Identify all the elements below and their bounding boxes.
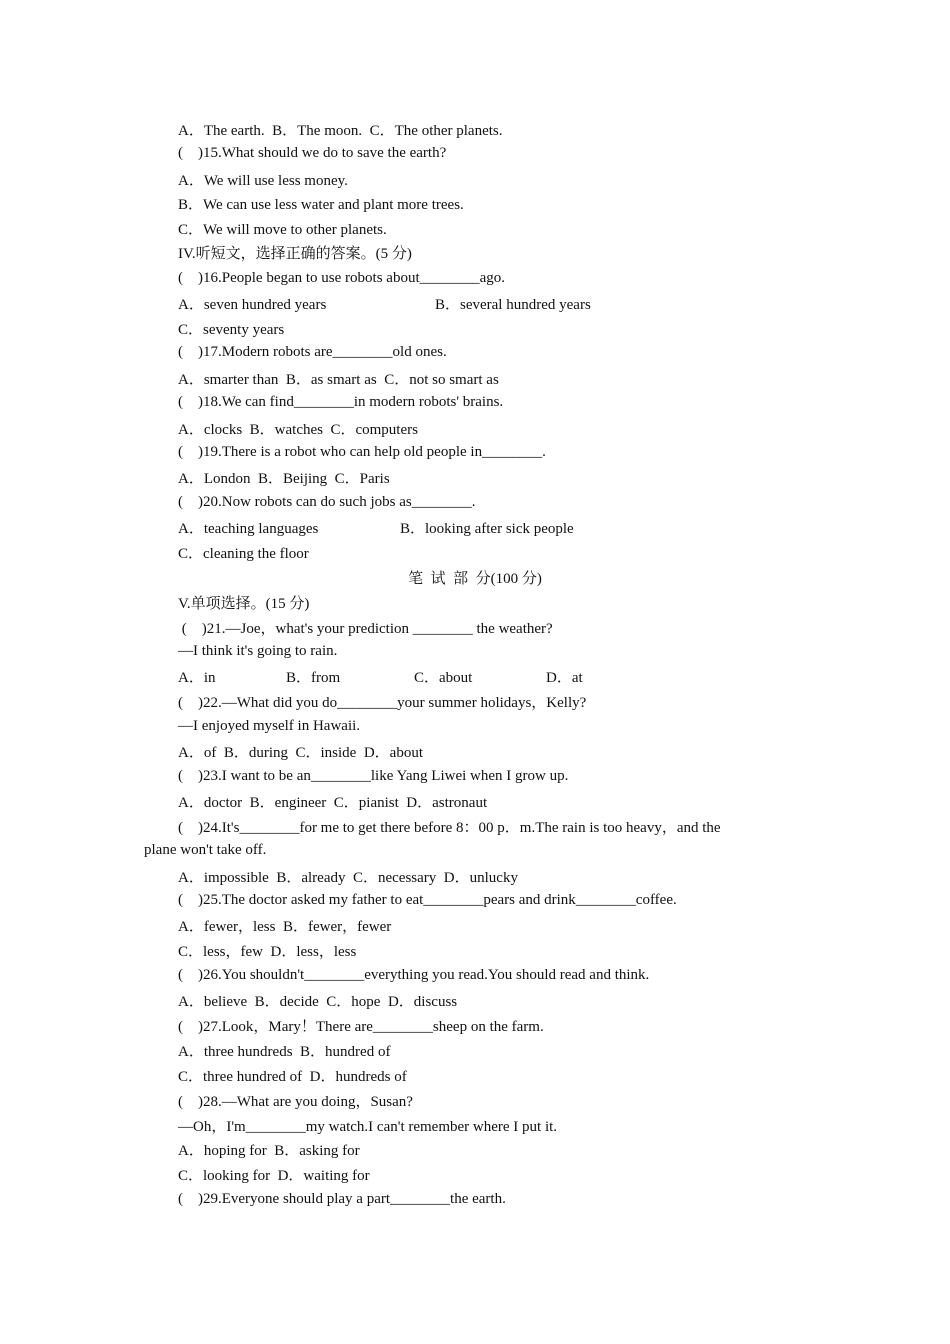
q22-reply: —I enjoyed myself in Hawaii. — [178, 718, 361, 734]
q23-stem: ( )23.I want to be an________like Yang Liwei when I grow up. — [178, 768, 569, 784]
q25-options-ab: A．fewer，less B．fewer，fewer — [178, 919, 392, 935]
q20-option-a: A．teaching languages — [178, 521, 319, 537]
q26-options: A．believe B．decide C．hope D．discuss — [178, 994, 458, 1010]
q20-option-b: B．looking after sick people — [400, 521, 574, 537]
q24-options: A．impossible B．already C．necessary D．unlucky — [178, 870, 518, 886]
q21-stem: ( )21.—Joe，what's your prediction ________ the weather? — [178, 621, 553, 637]
q15-stem: ( )15.What should we do to save the earth? — [178, 145, 447, 161]
q17-options: A．smarter than B．as smart as C．not so smart as — [178, 372, 499, 388]
q20-option-c: C．cleaning the floor — [178, 546, 309, 562]
q20-stem: ( )20.Now robots can do such jobs as________. — [178, 494, 476, 510]
q19-stem: ( )19.There is a robot who can help old people in________. — [178, 444, 546, 460]
q28-reply: —Oh，I'm________my watch.I can't remember where I put it. — [178, 1119, 558, 1135]
q16-option-c: C．seventy years — [178, 322, 285, 338]
q28-options-cd: C．looking for D．waiting for — [178, 1168, 370, 1184]
q23-options: A．doctor B．engineer C．pianist D．astronaut — [178, 795, 488, 811]
q21-option-a: A．in — [178, 670, 216, 686]
q26-stem: ( )26.You shouldn't________everything you read.You should read and think. — [178, 967, 650, 983]
q16-option-a: A．seven hundred years — [178, 297, 327, 313]
q27-options-ab: A．three hundreds B．hundred of — [178, 1044, 391, 1060]
q14-options: A．The earth. B．The moon. C．The other planets. — [178, 123, 503, 139]
q24-stem: ( )24.It's________for me to get there before 8：00 p．m.The rain is too heavy，and the — [178, 820, 721, 836]
q22-stem: ( )22.—What did you do________your summer holidays，Kelly? — [178, 695, 587, 711]
written-part-heading: 笔 试 部 分(100 分) — [408, 571, 542, 587]
q16-stem: ( )16.People began to use robots about________ago. — [178, 270, 506, 286]
q21-option-c: C．about — [414, 670, 473, 686]
q28-stem: ( )28.—What are you doing，Susan? — [178, 1094, 413, 1110]
q21-option-b: B．from — [286, 670, 341, 686]
q18-options: A．clocks B．watches C．computers — [178, 422, 418, 438]
q15-option-c: C．We will move to other planets. — [178, 222, 387, 238]
section-iv-heading: IV.听短文，选择正确的答案。(5 分) — [178, 246, 412, 262]
q19-options: A．London B．Beijing C．Paris — [178, 471, 390, 487]
q27-stem: ( )27.Look，Mary！There are________sheep on the farm. — [178, 1019, 544, 1035]
q29-stem: ( )29.Everyone should play a part________the earth. — [178, 1191, 506, 1207]
q28-options-ab: A．hoping for B．asking for — [178, 1143, 360, 1159]
q25-stem: ( )25.The doctor asked my father to eat________pears and drink________coffee. — [178, 892, 677, 908]
q15-option-b: B．We can use less water and plant more trees. — [178, 197, 464, 213]
q15-option-a: A．We will use less money. — [178, 173, 348, 189]
q17-stem: ( )17.Modern robots are________old ones. — [178, 344, 447, 360]
section-v-heading: V.单项选择。(15 分) — [178, 596, 310, 612]
q18-stem: ( )18.We can find________in modern robots' brains. — [178, 394, 504, 410]
q22-options: A．of B．during C．inside D．about — [178, 745, 423, 761]
q16-option-b: B．several hundred years — [435, 297, 591, 313]
q27-options-cd: C．three hundred of D．hundreds of — [178, 1069, 407, 1085]
q21-option-d: D．at — [546, 670, 583, 686]
q25-options-cd: C．less，few D．less，less — [178, 944, 357, 960]
q21-reply: —I think it's going to rain. — [178, 643, 338, 659]
q24-stem-continued: plane won't take off. — [144, 842, 267, 858]
